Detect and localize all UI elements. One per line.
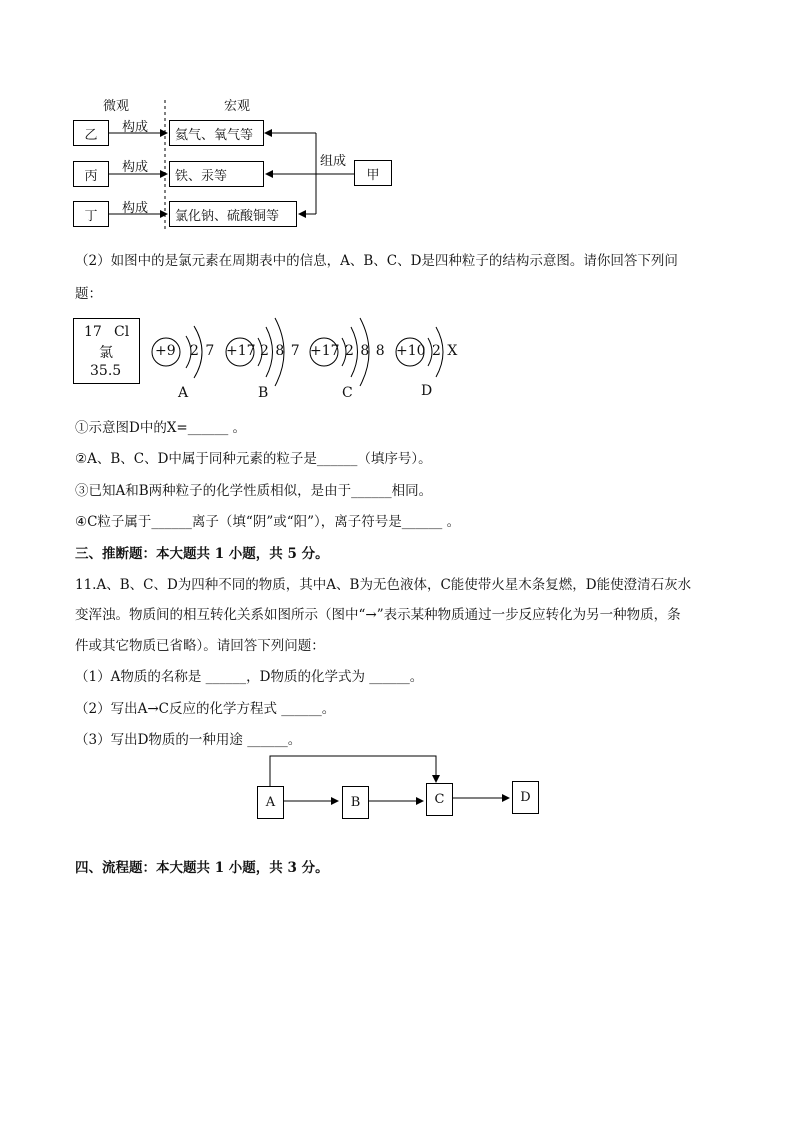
compose-label: 组成 — [320, 154, 347, 169]
q11-sub3: （3）写出D物质的一种用途 ______。 — [75, 732, 302, 748]
q11-line3: 件或其它物质已省略）。请回答下列问题： — [75, 638, 325, 654]
flow-box-d: D — [512, 781, 539, 814]
element-symbol: Cl — [114, 324, 130, 340]
flow-box-a: A — [257, 786, 284, 819]
q2-sub3: ③已知A和B两种粒子的化学性质相似，是由于______相同。 — [75, 483, 433, 499]
flow-box-c: C — [426, 783, 453, 816]
q2-intro-line1: （2）如图中的是氯元素在周期表中的信息，A、B、C、D是四种粒子的结构示意图。请你回答下列问 — [75, 253, 678, 269]
micro-header: 微观 — [103, 99, 130, 114]
nucleus-b-charge: +17 — [226, 343, 256, 359]
q2-intro-line2: 题： — [75, 286, 102, 302]
box-bing: 丙 — [73, 161, 109, 187]
box-jia: 甲 — [354, 160, 392, 186]
shells-b: 2 8 7 — [260, 343, 301, 359]
box-yi: 乙 — [73, 120, 109, 146]
box-salts: 氯化钠、硫酸铜等 — [169, 201, 297, 227]
q11-sub2: （2）写出A→C反应的化学方程式 ______。 — [75, 701, 336, 717]
arrow-label-3: 构成 — [122, 201, 149, 216]
box-metals: 铁、汞等 — [169, 161, 264, 187]
q2-sub1: ①示意图D中的X=______ 。 — [75, 420, 247, 436]
nucleus-d-charge: +10 — [396, 343, 426, 359]
element-name: 氯 — [99, 345, 113, 361]
shells-a: 2 7 — [190, 343, 216, 359]
nucleus-a-charge: +9 — [155, 343, 176, 359]
shells-c: 2 8 8 — [345, 343, 386, 359]
shells-d: 2 X — [432, 343, 459, 359]
label-d: D — [421, 383, 433, 399]
label-b: B — [258, 385, 269, 401]
q2-sub2: ②A、B、C、D中属于同种元素的粒子是______（填序号）。 — [75, 451, 432, 467]
q11-sub1: （1）A物质的名称是 ______，D物质的化学式为 ______。 — [75, 669, 424, 685]
section4-heading: 四、流程题：本大题共 1 小题，共 3 分。 — [75, 860, 329, 876]
box-ding: 丁 — [73, 201, 109, 227]
macro-header: 宏观 — [224, 99, 251, 114]
atomic-mass: 35.5 — [90, 363, 122, 379]
flow-box-b: B — [342, 786, 369, 819]
label-a: A — [178, 385, 189, 401]
box-gases: 氦气、氧气等 — [169, 120, 264, 146]
section3-heading: 三、推断题：本大题共 1 小题，共 5 分。 — [75, 546, 329, 562]
label-c: C — [342, 385, 353, 401]
q11-line1: 11.A、B、C、D为四种不同的物质，其中A、B为无色液体，C能使带火星木条复燃，D能使澄清石灰水 — [75, 577, 692, 593]
q2-sub4: ④C粒子属于______离子（填“阴”或“阳”），离子符号是______ 。 — [75, 514, 461, 530]
nucleus-c-charge: +17 — [310, 343, 340, 359]
q11-line2: 变浑浊。物质间的相互转化关系如图所示（图中“→”表示某种物质通过一步反应转化为另一种物质，条 — [75, 607, 681, 623]
atomic-number: 17 — [84, 324, 102, 340]
arrow-label-1: 构成 — [122, 120, 149, 135]
arrow-label-2: 构成 — [122, 160, 149, 175]
